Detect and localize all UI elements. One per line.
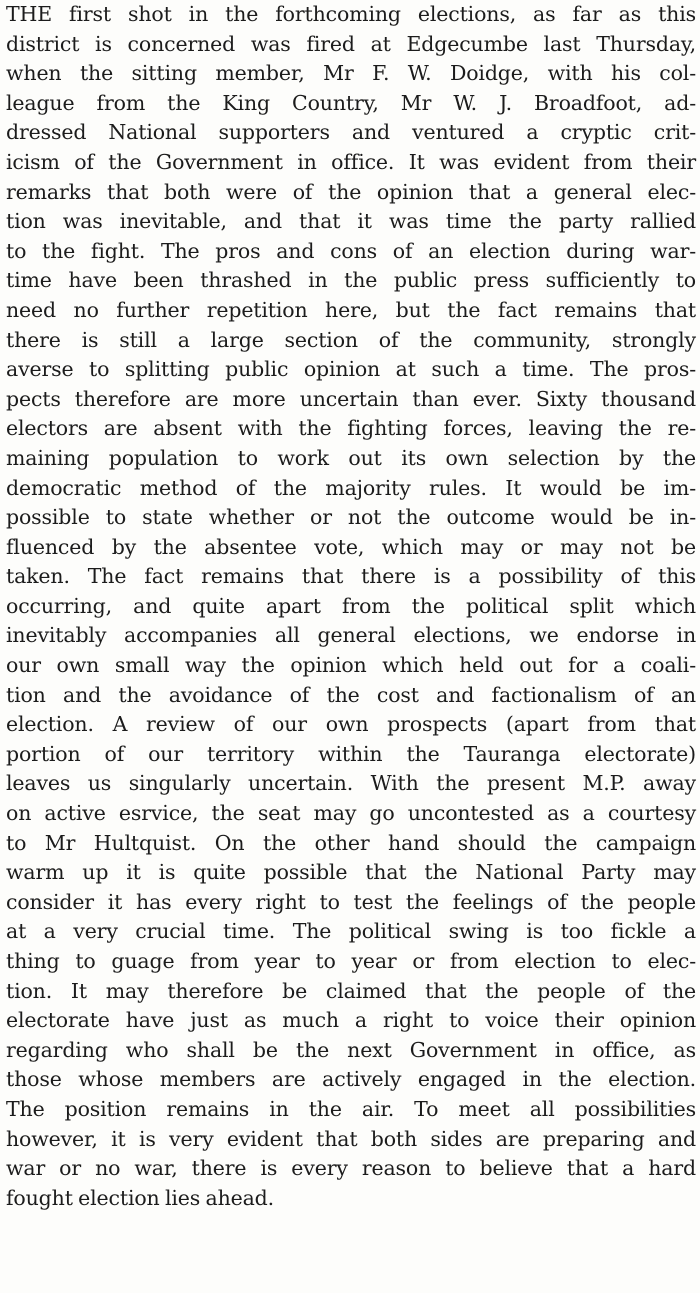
article-line: to the fight. The pros and cons of an election during war- — [6, 238, 696, 263]
article-line: consider it has every right to test the feelings of the people — [6, 889, 696, 914]
article-line: need no further repetition here, but the fact remains that — [6, 297, 696, 322]
article-line: regarding who shall be the next Government in office, as — [6, 1037, 696, 1062]
article-line: league from the King Country, Mr W. J. Broadfoot, ad- — [6, 90, 696, 115]
article-line: electorate have just as much a right to voice their opinion — [6, 1008, 696, 1033]
article-line: democratic method of the majority rules. It would be im- — [6, 475, 696, 500]
article-line: occurring, and quite apart from the political split which — [6, 593, 696, 618]
article-column — [6, 0, 696, 1213]
article-line: The position remains in the air. To meet all possibilities — [6, 1096, 696, 1121]
article-line: remarks that both were of the opinion that a general elec- — [6, 179, 696, 204]
article-line: pects therefore are more uncertain than ever. Sixty thousand — [6, 386, 696, 411]
article-line: THE first shot in the forthcoming elections, as far as this — [6, 2, 696, 26]
article-line: at a very crucial time. The political swing is too fickle a — [6, 919, 696, 944]
article-line: warm up it is quite possible that the National Party may — [6, 860, 696, 885]
article-line: our own small way the opinion which held out for a coali- — [6, 653, 696, 678]
article-line: inevitably accompanies all general elections, we endorse in — [6, 623, 696, 648]
article-line: dressed National supporters and ventured a cryptic crit- — [6, 120, 696, 145]
article-line: however, it is very evident that both sides are preparing and — [6, 1126, 696, 1151]
article-line: on active esrvice, the seat may go uncontested as a courtesy — [6, 801, 696, 826]
article-line: those whose members are actively engaged in the election. — [6, 1067, 696, 1092]
article-line: tion. It may therefore be claimed that the people of the — [6, 978, 696, 1003]
article-line: time have been thrashed in the public press sufficiently to — [6, 268, 696, 293]
article-line: fought election lies ahead. — [6, 1185, 275, 1210]
article-line: tion and the avoidance of the cost and factionalism of an — [6, 682, 696, 707]
article-line: there is still a large section of the community, strongly — [6, 327, 696, 352]
article-line: icism of the Government in office. It was evident from their — [6, 149, 696, 174]
article-line: thing to guage from year to year or from election to elec- — [6, 949, 696, 973]
article-line: fluenced by the absentee vote, which may or may not be — [6, 534, 696, 559]
article-line: averse to splitting public opinion at such a time. The pros- — [6, 357, 696, 382]
article-line: leaves us singularly uncertain. With the present M.P. away — [6, 771, 696, 796]
article-line: electors are absent with the fighting forces, leaving the re- — [6, 416, 696, 441]
article-line: to Mr Hultquist. On the other hand should the campaign — [6, 830, 696, 855]
article-line: portion of our territory within the Tauranga electorate) — [6, 741, 696, 766]
article-line: taken. The fact remains that there is a possibility of this — [6, 564, 696, 589]
article-line: district is concerned was fired at Edgecumbe last Thursday, — [6, 31, 696, 56]
article-line: war or no war, there is every reason to believe that a hard — [6, 1156, 696, 1181]
article-line: maining population to work out its own selection by the — [6, 445, 696, 470]
article-line: when the sitting member, Mr F. W. Doidge, with his col- — [6, 61, 696, 86]
article-line: possible to state whether or not the outcome would be in- — [6, 505, 696, 530]
article-line: tion was inevitable, and that it was time the party rallied — [6, 209, 696, 234]
article-line: election. A review of our own prospects (apart from that — [6, 712, 696, 737]
